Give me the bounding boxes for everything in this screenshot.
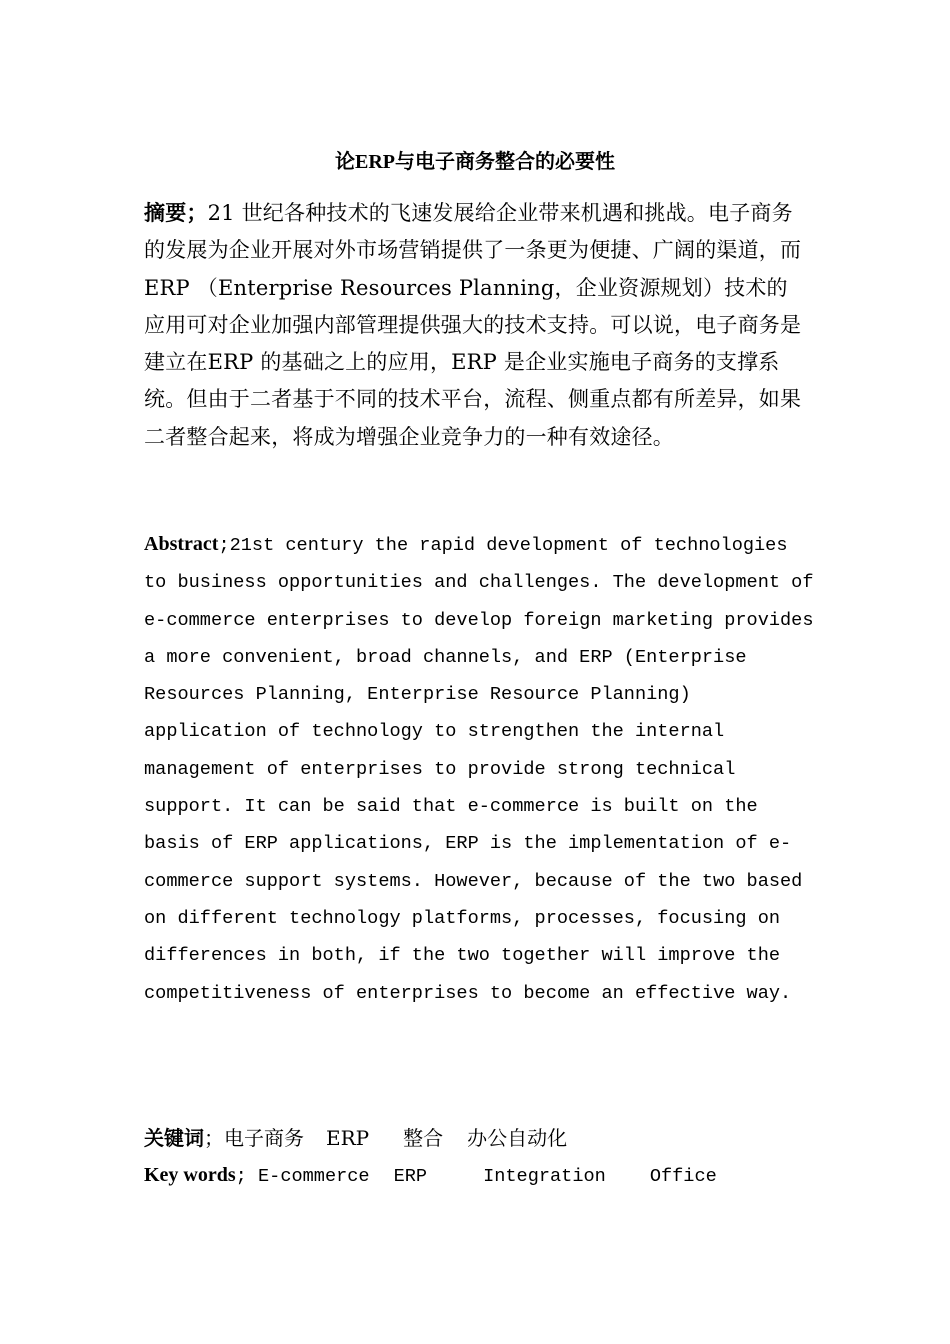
english-keywords-separator: ;: [235, 1166, 258, 1187]
title-suffix: 与电子商务整合的必要性: [395, 149, 615, 173]
english-keyword-item: Office: [649, 1166, 717, 1187]
chinese-abstract: [144, 194, 806, 456]
chinese-keywords-separator: ；: [204, 1126, 224, 1150]
english-abstract-text: ;21st century the rapid development of technologies to business opportunities and challenges. The development of e-commerce enterprises to develop foreign marketing provides a more convenient, broad channels, and ERP (Enterprise Resources Planning, Enterprise Resource Planning) application of technology to strengthen the internal management of enterprises to provide strong technical support. It can be said that e-commerce is built on the basis of ERP applications, ERP is the implementation of e-commerce support systems. However, because of the two based on different technology platforms, processes, focusing on differences in both, if the two together will improve the competitiveness of enterprises to become an effective way.: [144, 535, 814, 1004]
english-abstract: [144, 526, 814, 1012]
chinese-keyword-item: 整合: [403, 1126, 444, 1150]
document-title: [0, 146, 950, 177]
chinese-keywords: [144, 1122, 844, 1154]
chinese-keyword-item: 办公自动化: [467, 1126, 568, 1150]
chinese-keyword-item: 电子商务: [224, 1126, 304, 1150]
chinese-keyword-item: ERP: [326, 1126, 370, 1150]
chinese-keywords-label: 关键词: [144, 1126, 204, 1150]
english-keyword-item: E-commerce: [258, 1166, 370, 1187]
english-keywords: [144, 1159, 844, 1193]
english-keyword-item: ERP: [393, 1166, 428, 1187]
english-keyword-item: Integration: [483, 1166, 606, 1187]
english-keywords-label: Key words: [144, 1164, 236, 1186]
english-abstract-label: Abstract: [144, 533, 219, 555]
chinese-abstract-label: 摘要；: [144, 200, 208, 225]
chinese-abstract-text: 21 世纪各种技术的飞速发展给企业带来机遇和挑战。电子商务的发展为企业开展对外市场营销提供了一条更为便捷、广阔的渠道，而ERP （Enterprise Resources Planning，企业资源规划）技术的应用可对企业加强内部管理提供强大的技术支持。可以说，电子商务是建立在ERP 的基础之上的应用，ERP 是企业实施电子商务的支撑系统。但由于二者基于不同的技术平台，流程、侧重点都有所差异，如果二者整合起来，将成为增强企业竞争力的一种有效途径。: [144, 201, 802, 449]
title-erp: ERP: [355, 151, 395, 173]
title-prefix: 论: [335, 149, 355, 173]
